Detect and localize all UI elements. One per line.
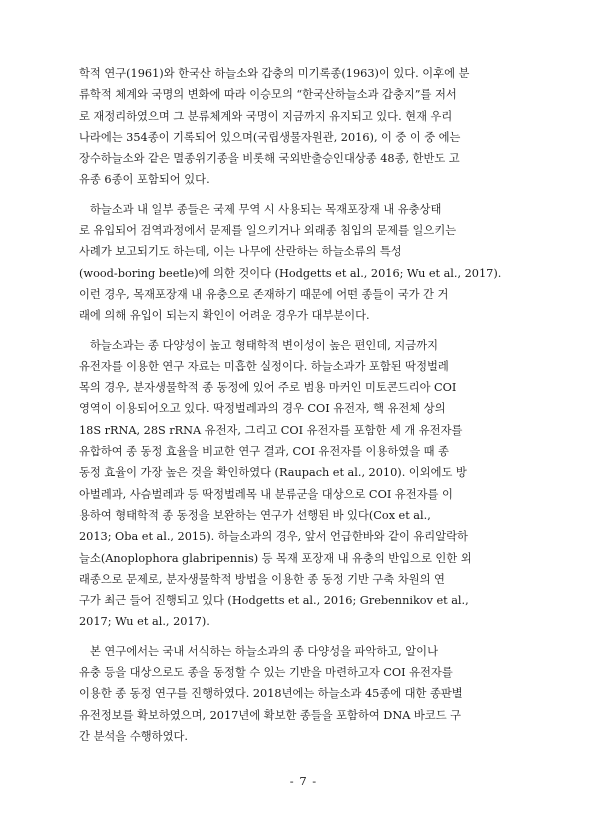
- paragraph: [79, 63, 530, 191]
- text-line: 류학적 체계와 국명의 변화에 따라 이승모의 “한국산하늘소과 갑충지”를 저서: [79, 88, 457, 102]
- text-line: 유충 등을 대상으로도 종을 동정할 수 있는 기반을 마련하고자 COI 유전자를: [79, 666, 453, 680]
- text-line: 2013; Oba et al., 2015). 하늘소과의 경우, 앞서 언급한바와 같이 유리알락하: [79, 530, 468, 544]
- text-line: 동정 효율이 가장 높은 것을 확인하였다 (Raupach et al., 2010). 이외에도 방: [79, 466, 467, 480]
- text-line: 학적 연구(1961)와 한국산 하늘소와 갑충의 미기록종(1963)이 있다. 이후에 분: [79, 67, 470, 80]
- text-line: 이런 경우, 목재포장재 내 유충으로 존재하기 때문에 어떤 종들이 국가 간 거: [79, 287, 449, 301]
- text-line: 유전정보를 확보하였으며, 2017년에 확보한 종들을 포함하여 DNA 바코드 구: [79, 708, 462, 722]
- text-line: 로 유입되어 검역과정에서 문제를 일으키거나 외래종 침입의 문제를 일으키는: [79, 224, 457, 238]
- text-line: 18S rRNA, 28S rRNA 유전자, 그리고 COI 유전자를 포함한 세 개 유전자를: [79, 423, 463, 437]
- paragraph: [79, 641, 530, 747]
- text-line: 사례가 보고되기도 하는데, 이는 나무에 산란하는 하늘소류의 특성: [79, 245, 402, 259]
- text-line: 하늘소과는 종 다양성이 높고 형태학적 변이성이 높은 편인데, 지금까지: [90, 338, 438, 352]
- text-line: 목의 경우, 분자생물학적 종 동정에 있어 주로 범용 마커인 미토콘드리아 COI: [79, 381, 457, 395]
- text-line: 유종 6종이 포함되어 있다.: [79, 173, 210, 187]
- text-line: 2017; Wu et al., 2017).: [79, 615, 210, 629]
- text-line: 나라에는 354종이 기록되어 있으며(국립생물자원관, 2016), 이 중 이 중 에는: [79, 130, 461, 144]
- text-line: 유합하여 종 동정 효율을 비교한 연구 결과, COI 유전자를 이용하였을 때 종: [79, 445, 449, 459]
- paragraph: [79, 335, 530, 633]
- text-line: 본 연구에서는 국내 서식하는 하늘소과의 종 다양성을 파악하고, 알이나: [90, 644, 438, 658]
- text-line: 간 분석을 수행하였다.: [79, 729, 188, 743]
- paragraph: [79, 199, 530, 327]
- text-line: 이용한 종 동정 연구를 진행하였다. 2018년에는 하늘소과 45종에 대한 종판별: [79, 687, 463, 701]
- text-line: 아벌레과, 사슴벌레과 등 딱정벌레목 내 분류군을 대상으로 COI 유전자를 이: [79, 487, 453, 501]
- text-line: 구가 최근 들어 진행되고 있다 (Hodgetts et al., 2016; Grebennikov et al.,: [79, 594, 469, 608]
- page-number: - 7 -: [289, 774, 318, 788]
- text-line: 래종으로 문제로, 분자생물학적 방법을 이용한 종 동정 기반 구축 차원의 연: [79, 572, 445, 586]
- text-line: 용하여 형태학적 종 동정을 보완하는 연구가 선행된 바 있다(Cox et al.,: [79, 508, 431, 522]
- text-line: 로 재정리하였으며 그 분류체계와 국명이 지금까지 유지되고 있다. 현재 우리: [79, 109, 453, 123]
- text-line: 늘소(Anoplophora glabripennis) 등 목재 포장재 내 유충의 반입으로 인한 외: [79, 551, 472, 565]
- text-line: 유전자를 이용한 연구 자료는 미흡한 실정이다. 하늘소과가 포함된 딱정벌레: [79, 359, 449, 373]
- text-line: 장수하늘소와 같은 멸종위기종을 비롯해 국외반출승인대상종 48종, 한반도 고: [79, 152, 460, 166]
- text-line: 하늘소과 내 일부 종들은 국제 무역 시 사용되는 목재포장재 내 유충상태: [90, 202, 442, 216]
- text-line: (wood-boring beetle)에 의한 것이다 (Hodgetts et al., 2016; Wu et al., 2017).: [79, 266, 502, 280]
- body-text: [79, 63, 530, 755]
- text-line: 래에 의해 유입이 되는지 확인이 어려운 경우가 대부분이다.: [79, 309, 370, 323]
- text-line: 영역이 이용되어오고 있다. 딱정벌레과의 경우 COI 유전자, 핵 유전체 상의: [79, 402, 446, 416]
